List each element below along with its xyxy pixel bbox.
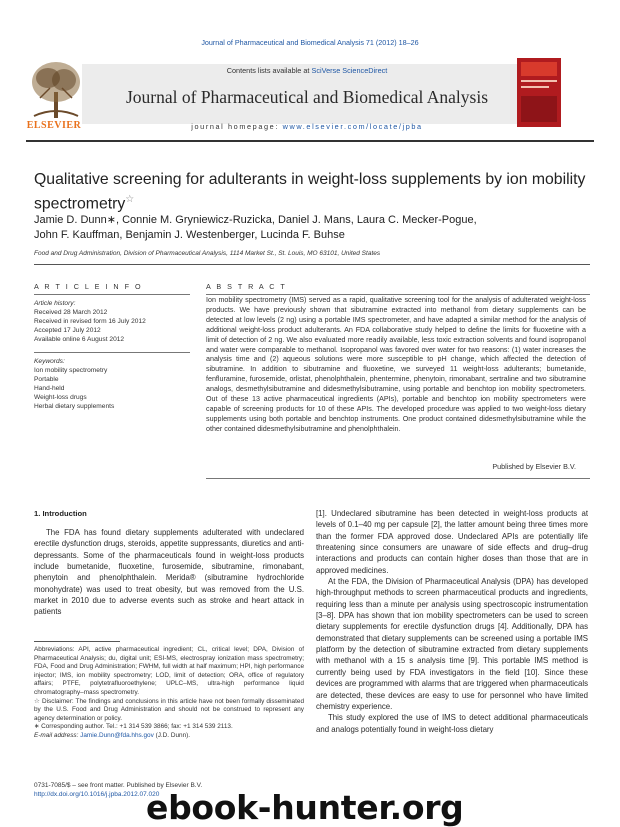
keyword-item: Ion mobility spectrometry — [34, 366, 108, 374]
running-head[interactable]: Journal of Pharmaceutical and Biomedical Analysis 71 (2012) 18–26 — [201, 38, 419, 47]
corresponding-author-note: ∗ Corresponding author. Tel.: +1 314 539 3866; fax: +1 314 539 2113. — [34, 723, 233, 731]
publisher-note: Published by Elsevier B.V. — [492, 462, 576, 471]
affiliation: Food and Drug Administration, Division of Pharmaceutical Analysis, 1114 Market St., St. Louis, MO 63101, United States — [34, 250, 381, 257]
history-label: Article history: — [34, 300, 76, 307]
article-history — [34, 300, 194, 345]
article-info-rule — [34, 294, 190, 295]
article-title-text: Qualitative screening for adulterants in weight-loss supplements by ion mobility spectrometry — [34, 171, 586, 213]
abstract-rule — [206, 294, 590, 295]
contents-prefix: Contents lists available at — [226, 66, 312, 75]
abstract-text: Ion mobility spectrometry (IMS) served as a rapid, qualitative screening tool for the analysis of adulterated weight-loss products. We have previously shown that sibutramine extracted into methanol from dietary supplements can be detected at low levels (2 ng) using a portable IMS spectrometer, and have adapted a similar method for the analysis of additional weight-loss product adulterants. An FDA collaborative study helped to define the limits for fluoxetine with a limit of detection of 2 ng. We also evaluated more readily available, less toxic extraction solvents and found isopropanol and water were comparable to methanol. Isopropanol was favored over water for two reasons: (1) water increases the analysis time and (2) aqueous solutions were more susceptible to pH change, which affected the detection of sibutramine. In addition to sibutramine and fluoxetine, we surveyed 11 weight-loss adulterants; bumetanide, fenfluramine, furosemide, orlistat, phenolphthalein, phentermine, phenytoin, rimonabant, sertraline and two sibutramine analogs, desmethylsibutramine and didesmethylsibutramine, using portable and benchtop ion mobility spectrometers. Out of these 13 active pharmaceutical ingredients (APIs), portable and benchtop ion mobility spectrometers were capable of screening products for 10 of these APIs. The developed procedure was applied to two weight-loss dietary supplements using both portable and benchtop instruments. One product contained didesmethylsibutramine while the other contained didesmethylsibutramine and phenolphthalein. — [206, 296, 586, 433]
disclaimer-note: ☆ Disclaimer: The findings and conclusions in this article have not been formally disseminated by the U.S. Food and Drug Administration and should not be construed to represent any agency determination or policy. — [34, 697, 304, 722]
email-link[interactable]: Jamie.Dunn@fda.hhs.gov — [80, 731, 154, 739]
footnote-rule — [34, 641, 120, 642]
abbreviations-note: Abbreviations: API, active pharmaceutical ingredient; CL, critical level; DPA, Division of Pharmaceutical Analysis; du, digital unit; ESI-MS, electrospray ionization mass spectrometry; FDA, Food and Drug Administration; FWHM, full width at half maximum; HPI, high performance injector; IMS, ion mobility spectrometry; LOD, limit of detection; ORA, office of regulatory affairs; PTFE, polytetrafluoroethylene; UPLC–MS, ultra-high performance liquid chromatography–mass spectrometry. — [34, 646, 304, 696]
keyword-item: Weight-loss drugs — [34, 393, 87, 401]
authors-line-1[interactable]: Jamie D. Dunn∗, Connie M. Gryniewicz-Ruzicka, Daniel J. Mans, Laura C. Mecker-Pogue, — [34, 214, 477, 226]
intro-paragraph: [1]. Undeclared sibutramine has been detected in weight-loss products at levels of 0.1–40 mg per capsule [2], the latter amount being three times more than the former FDA approved dose. Undeclared APIs are potentially life threatening since consumers are unaware of side effects and drug–drug interactions and products can contain higher doses than those that are in approved medicines. — [316, 509, 588, 575]
article-title — [34, 170, 594, 214]
article-info-heading: A R T I C L E I N F O — [34, 282, 143, 291]
intro-left-paragraph: The FDA has found dietary supplements adulterated with undeclared erectile dysfunction drugs, steroids, appetite suppressants, diuretics and anti-depressants. Some of the pharmaceuticals found in weight-loss products include bumetanide, fluoxetine, furosemide, sibutramine, rimonabant, phenytoin and phenolphthalein. Merida® (sibutramine hydrochloride monohydrate) was used to treat obesity, but was removed from the U.S. market in 2010 due to adverse events such as stroke and heart attack in patients — [34, 528, 304, 617]
introduction-heading: 1. Introduction — [34, 509, 87, 518]
author-list — [34, 213, 594, 243]
homepage-prefix: journal homepage: — [191, 122, 283, 131]
homepage-link[interactable]: www.elsevier.com/locate/jpba — [282, 122, 423, 131]
watermark-text: ebook-hunter.org — [146, 788, 464, 827]
keyword-item: Portable — [34, 375, 59, 383]
history-accepted: Accepted 17 July 2012 — [34, 326, 101, 334]
section-divider — [34, 264, 590, 265]
contents-line — [82, 66, 532, 75]
history-online: Available online 6 August 2012 — [34, 335, 125, 343]
journal-homepage — [82, 122, 532, 131]
intro-right-column — [316, 508, 588, 735]
authors-line-2[interactable]: John F. Kauffman, Benjamin J. Westenberger, Lucinda F. Buhse — [34, 229, 345, 241]
email-suffix: (J.D. Dunn). — [153, 731, 191, 739]
abstract-end-rule — [206, 478, 590, 479]
intro-paragraph: At the FDA, the Division of Pharmaceutical Analysis (DPA) has developed high-throughput methods to screen pharmaceutical products and ingredients, requiring less than a minute per analysis using spectroscopic instrumentation [3–8]. DPA has shown that ion mobility spectrometers can be used to screen dietary supplements for erectile dysfunction drugs [4]. Additionally, DPA has demonstrated that dietary supplements can be screened using a portable IMS platform by the detection of sibutramine extracted from dietary supplements with methanol with a 15 s analysis time [9]. This portable IMS method is currently being used by FDA investigators in the field [10]. Since these devices are programmed with alarms that are triggered when pharmaceuticals are detected, these devices are easy to use for personnel who have limited chemistry experience. — [316, 577, 588, 711]
intro-paragraph: This study explored the use of IMS to detect additional pharmaceuticals and analogs potentially found in weight-loss dietary — [316, 713, 588, 734]
doi-link[interactable]: http://dx.doi.org/10.1016/j.jpba.2012.07.020 — [34, 790, 160, 798]
journal-title: Journal of Pharmaceutical and Biomedical Analysis — [125, 87, 489, 107]
history-revised: Received in revised form 16 July 2012 — [34, 317, 146, 325]
sciencedirect-link[interactable]: SciVerse ScienceDirect — [311, 66, 388, 75]
keywords-block — [34, 358, 194, 411]
journal-cover-thumbnail — [517, 58, 561, 127]
issn-line: 0731-7085/$ – see front matter. Published by Elsevier B.V. — [34, 782, 203, 789]
elsevier-wordmark: ELSEVIER — [26, 120, 82, 131]
keywords-rule — [34, 352, 190, 353]
email-note — [34, 732, 304, 741]
email-prefix: E-mail address: — [34, 731, 81, 739]
keyword-item: Herbal dietary supplements — [34, 402, 115, 410]
keyword-item: Hand-held — [34, 384, 65, 392]
keywords-label: Keywords: — [34, 358, 65, 365]
footnotes — [34, 646, 304, 741]
title-footnote-mark[interactable]: ☆ — [125, 194, 135, 205]
header-rule — [26, 140, 594, 142]
history-received: Received 28 March 2012 — [34, 308, 108, 316]
abstract-heading: A B S T R A C T — [206, 282, 287, 291]
